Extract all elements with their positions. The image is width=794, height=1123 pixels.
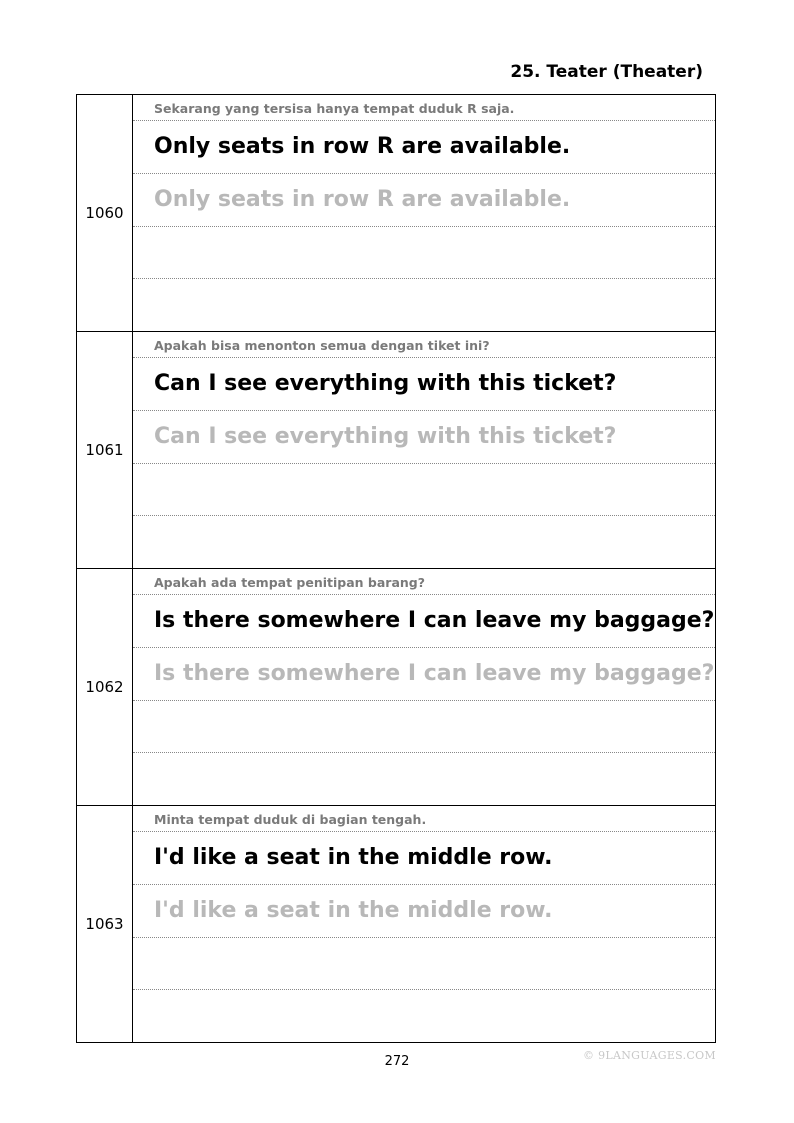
english-sentence: I'd like a seat in the middle row. [133,832,715,885]
entry-number: 1062 [76,569,133,805]
writing-line[interactable] [133,279,715,331]
trace-sentence: I'd like a seat in the middle row. [133,885,715,938]
page-number: 272 [384,1054,410,1069]
entry-block [76,332,716,569]
indonesian-hint: Sekarang yang tersisa hanya tempat duduk R saja. [133,95,715,121]
entry-rows [133,569,716,805]
entry-block [76,569,716,806]
copyright-notice: © 9LANGUAGES.COM [583,1049,716,1062]
writing-line[interactable] [133,227,715,279]
entry-number: 1060 [76,95,133,331]
indonesian-hint: Apakah ada tempat penitipan barang? [133,569,715,595]
writing-line[interactable] [133,464,715,516]
english-sentence: Is there somewhere I can leave my baggage? [133,595,715,648]
trace-sentence: Only seats in row R are available. [133,174,715,227]
trace-sentence: Can I see everything with this ticket? [133,411,715,464]
entry-rows [133,332,716,568]
entry-rows [133,806,716,1042]
entry-block [76,95,716,332]
writing-line[interactable] [133,753,715,805]
indonesian-hint: Minta tempat duduk di bagian tengah. [133,806,715,832]
indonesian-hint: Apakah bisa menonton semua dengan tiket ini? [133,332,715,358]
writing-line[interactable] [133,701,715,753]
english-sentence: Can I see everything with this ticket? [133,358,715,411]
entry-number: 1063 [76,806,133,1042]
practice-sheet [76,94,716,1043]
writing-line[interactable] [133,516,715,568]
writing-line[interactable] [133,938,715,990]
trace-sentence: Is there somewhere I can leave my baggage? [133,648,715,701]
page-title: 25. Teater (Theater) [510,62,703,82]
english-sentence: Only seats in row R are available. [133,121,715,174]
entry-rows [133,95,716,331]
entry-block [76,806,716,1043]
entry-number: 1061 [76,332,133,568]
writing-line[interactable] [133,990,715,1042]
